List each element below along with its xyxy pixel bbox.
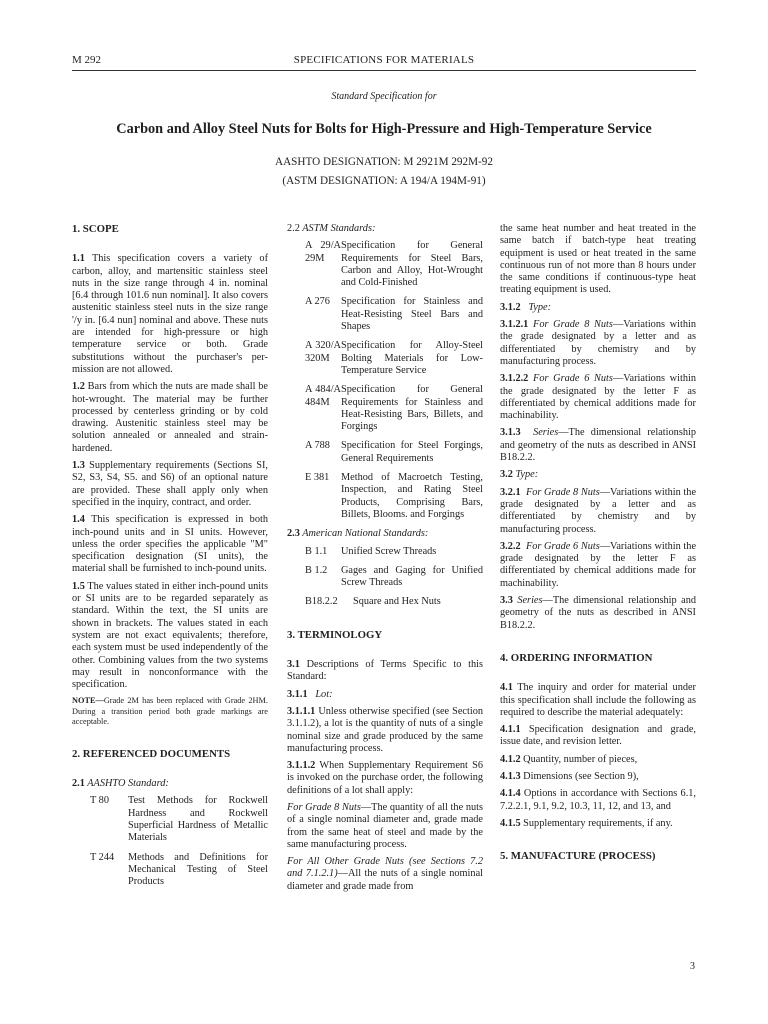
astm-ref-a788: A 788 Specification for Steel Forgings, General Requirements	[305, 440, 483, 464]
astm-ref-a276: A 276 Specification for Stainless and Heat-Resisting Steel Bars and Shapes	[305, 296, 483, 333]
document-title: Carbon and Alloy Steel Nuts for Bolts for High-Pressure and High-Temperature Service	[116, 121, 652, 137]
paragraph-1-2: 1.2 Bars from which the nuts are made shall be hot-wrought. The material may be further processed by centerless grinding or by cold drawing. Austenitic stainless steel may be solution annealed or annealed and strain-hardened.	[72, 381, 268, 454]
paragraph-1-5: 1.5 The values stated in either inch-pound units or SI units are to be regarded separately as standard. Within the text, the SI units are shown in brackets. The values stated in each system are not exact equivalents; therefore, each system must be used independently of the other. Combining values from the two systems may result in nonconformance with the specification.	[72, 580, 268, 691]
paragraph-3-1-2: 3.1.2 Type:	[500, 301, 552, 313]
paragraph-3-2-2: 3.2.2 For Grade 6 Nuts—Variations within the grade designated by the letter F as differentiated by chemical additions made for machinability.	[500, 540, 697, 589]
paragraph-2-3: 2.3 American National Standards:	[287, 528, 429, 540]
paragraph-4-1-3: 4.1.3 Dimensions (see Section 9),	[500, 770, 639, 782]
paragraph-3-1-1: 3.1.1 Lot:	[287, 688, 333, 700]
referenced-documents-heading: 2. REFERENCED DOCUMENTS	[72, 747, 231, 760]
paragraph-1-1: 1.1 This specification covers a variety of carbon, alloy, and martensitic stainless steel nuts in the size range through 4 in. nominal [6.4 through 101.6 nun nominal]. It also covers austenitic stainless steel nuts in the size range '/y in. [6.4 nun] nominal and above. These nuts are intended for high-pressure or high temperature service or both. Grade substitutions without the purchaser's per-mission are not allowed.	[72, 253, 268, 375]
grade-note: NOTE—Grade 2M has been replaced with Grade 2HM. During a transition period both grade markings are acceptable.	[72, 696, 268, 727]
paragraph-3-1-3: 3.1.3 Series—The dimensional relationship and geometry of the nuts as described in ANSI B18.2.2.	[500, 427, 696, 464]
paragraph-1-4: 1.4 This specification is expressed in both inch-pound units and in SI units. However, unless the order specifies the applicable "M" specification designation (SI units), the material shall be furnished to inch-pound units.	[72, 514, 268, 575]
running-header	[72, 54, 696, 71]
aashto-ref-t80: T 80 Test Methods for Rockwell Hardness and Rockwell Superficial Hardness of Metallic Materials	[90, 795, 268, 844]
aashto-ref-t244: T 244 Methods and Definitions for Mechanical Testing of Steel Products	[90, 851, 268, 888]
paragraph-3-3: 3.3 Series—The dimensional relationship and geometry of the nuts as described in ANSI B18.2.2.	[500, 595, 697, 631]
grade-8-lot-definition: For Grade 8 Nuts—The quantity of all the nuts of a single nominal diameter and, grade made from the same heat of steel and made by the same manufacturing process.	[287, 801, 483, 850]
paragraph-4-1: 4.1 The inquiry and order for material under this specification shall include the following as required to describe the material adequately:	[500, 682, 696, 718]
paragraph-4-1-5: 4.1.5 Supplementary requirements, if any.	[500, 817, 673, 829]
spec-code: M 292	[72, 54, 102, 66]
astm-ref-a29: A 29/A 29M Specification for General Requirements for Steel Bars, Carbon and Alloy, Hot-Wrought and Cold-Finished	[305, 240, 483, 289]
paragraph-3-1: 3.1 Descriptions of Terms Specific to this Standard:	[287, 659, 483, 683]
ansi-ref-b1-2: B 1.2 Gages and Gaging for Unified Screw Threads	[305, 564, 483, 589]
paragraph-4-1-4: 4.1.4 Options in accordance with Sections 6.1, 7.2.2.1, 9.1, 9.2, 10.3, 11, 12, and 13, and	[500, 788, 696, 812]
paragraph-3-1-2-1: 3.1.2.1 For Grade 8 Nuts—Variations within the grade designated by a letter and as differentiated by chemistry and by manufacturing process.	[500, 319, 697, 367]
astm-designation: (ASTM DESIGNATION: A 194/A 194M-91)	[282, 175, 486, 187]
page-number: 3	[690, 961, 695, 972]
other-grade-lot-definition: For All Other Grade Nuts (see Sections 7.2 and 7.1.2.1)—All the nuts of a single nominal diameter and grade made from	[287, 856, 483, 892]
paragraph-3-2: 3.2 Type:	[500, 469, 539, 481]
running-title: SPECIFICATIONS FOR MATERIALS	[293, 54, 475, 66]
aashto-designation: AASHTO DESIGNATION: M 2921M 292M-92	[275, 156, 493, 168]
paragraph-2-1: 2.1 AASHTO Standard:	[72, 778, 169, 790]
paragraph-3-1-1-1: 3.1.1.1 Unless otherwise specified (see Section 3.1.1.2), a lot is the quantity of nuts of a single nominal size and grade produced by the same manufacturing process.	[287, 705, 483, 754]
standard-label: Standard Specification for	[331, 91, 437, 102]
paragraph-1-3: 1.3 Supplementary requirements (Sections SI, S2, S3, S4, S5. and S6) of an optional nature are provided. These shall apply only when specified in the inquiry, contract, and order.	[72, 460, 268, 508]
astm-ref-e381: E 381 Method of Macroetch Testing, Inspection, and Rating Steel Products, Comprising Bars, Billets, Blooms. and Forgings	[305, 472, 483, 520]
ansi-ref-b18-2-2: B18.2.2 Square and Hex Nuts	[305, 596, 441, 608]
column-3	[500, 223, 696, 880]
column-2	[287, 223, 483, 898]
paragraph-3-2-1: 3.2.1 For Grade 8 Nuts—Variations within the grade designated by a letter and as differentiated by chemistry and by manufacturing process.	[500, 486, 697, 535]
astm-ref-a320: A 320/A 320M Specification for Alloy-Steel Bolting Materials for Low-Temperature Service	[305, 340, 483, 376]
ansi-ref-b1-1: B 1.1 Unified Screw Threads	[305, 545, 437, 557]
column-1	[72, 223, 268, 896]
terminology-heading: 3. TERMINOLOGY	[287, 628, 383, 641]
ordering-information-heading: 4. ORDERING INFORMATION	[500, 651, 653, 664]
paragraph-2-2: 2.2 ASTM Standards:	[287, 223, 376, 234]
paragraph-4-1-1: 4.1.1 Specification designation and grade, issue date, and revision letter.	[500, 724, 696, 748]
continued-text: the same heat number and heat treated in the same batch if batch-type heat treating equipment is used or heat treated in the same continuous run of not more than 8 hours under the same conditions if continuous-type heat treating equipment is used.	[500, 223, 696, 296]
astm-ref-a484: A 484/A 484M Specification for General Requirements for Stainless and Heat-Resisting Bars, Billets, and Forgings	[305, 384, 483, 433]
paragraph-3-1-2-2: 3.1.2.2 For Grade 6 Nuts—Variations within the grade designated by the letter F as differentiated by chemical additions made for machinability.	[500, 373, 697, 422]
paragraph-3-1-1-2: 3.1.1.2 When Supplementary Requirement S6 is invoked on the purchase order, the following definitions of a lot shall apply:	[287, 760, 483, 796]
manufacture-heading: 5. MANUFACTURE (PROCESS)	[500, 850, 656, 863]
paragraph-4-1-2: 4.1.2 Quantity, number of pieces,	[500, 753, 638, 765]
scope-heading: 1. SCOPE	[72, 223, 119, 235]
